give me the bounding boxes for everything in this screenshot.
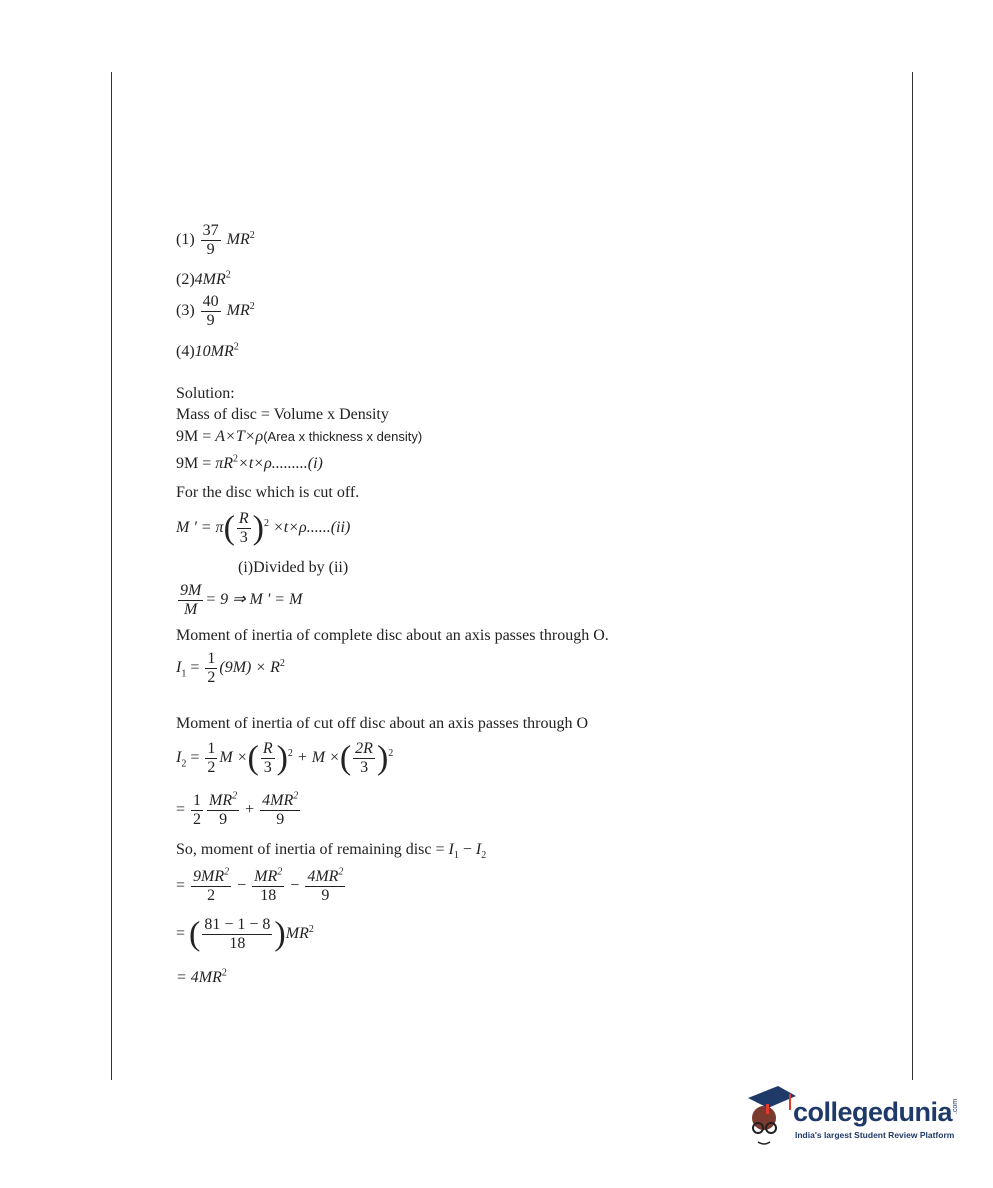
logo-tagline: India's largest Student Review Platform (795, 1130, 955, 1140)
option-1: (1) $\frac{37}{9}$ $MR^2$ (176, 222, 255, 258)
equation-6: $I_2$ = $\frac{1}{2}$ M ×( $\frac{R}{3}$ )$^2$ + M ×( $\frac{2R}{3}$ )$^2$ (176, 739, 394, 777)
option-3: (3) $\frac{40}{9}$ $MR^2$ (176, 293, 255, 329)
option-4: $(4)10MR^2$ (176, 341, 239, 360)
equation-8: = $\frac{9MR^2}{2}$ − $\frac{MR^2}{18}$ − $\frac{4MR^2}{9}$ (176, 866, 344, 904)
equation-10: = $4MR^2$ (176, 967, 227, 986)
equation-9: = ( $\frac{81 - 1 - 8}{18}$ )$MR^2$ (176, 915, 314, 953)
equation-3: M ' = π( $\frac{R}{3}$ )$^2$ ×t×ρ......(ii) (176, 509, 351, 547)
option-2: $(2)4MR^2$ (176, 269, 231, 288)
equation-1: 9M = A×T×ρ(Area x thickness x density) (176, 428, 423, 445)
cut-line: For the disc which is cut off. (176, 484, 360, 501)
equation-4: $\frac{9M}{M}$ = 9 ⇒ M ' = M (180, 582, 303, 618)
logo-com: .com (952, 1098, 960, 1115)
solution-heading: Solution: (176, 385, 235, 402)
equation-5: $I_1$ = $\frac{1}{2}$ $(9M) \times R^2$ (176, 650, 285, 686)
page-border-right (912, 72, 913, 1080)
moi-cut-line: Moment of inertia of cut off disc about an axis passes through O (176, 715, 589, 732)
mass-line: Mass of disc = Volume x Density (176, 406, 389, 423)
so-line: So, moment of inertia of remaining disc = $I_1 - I_2$ (176, 841, 487, 862)
moi-complete-line: Moment of inertia of complete disc about an axis passes through O. (176, 627, 609, 644)
page-border-left (111, 72, 112, 1080)
divided-note: (i)Divided by (ii) (238, 559, 349, 576)
logo-wordmark: collegedunia (793, 1097, 953, 1127)
equation-7: = $\frac{1}{2}$ $\frac{MR^2}{9}$ + $\frac{4MR^2}{9}$ (176, 790, 299, 828)
equation-2: $9M = \pi R^2\times t\times\rho.........(i)$ (176, 453, 323, 472)
